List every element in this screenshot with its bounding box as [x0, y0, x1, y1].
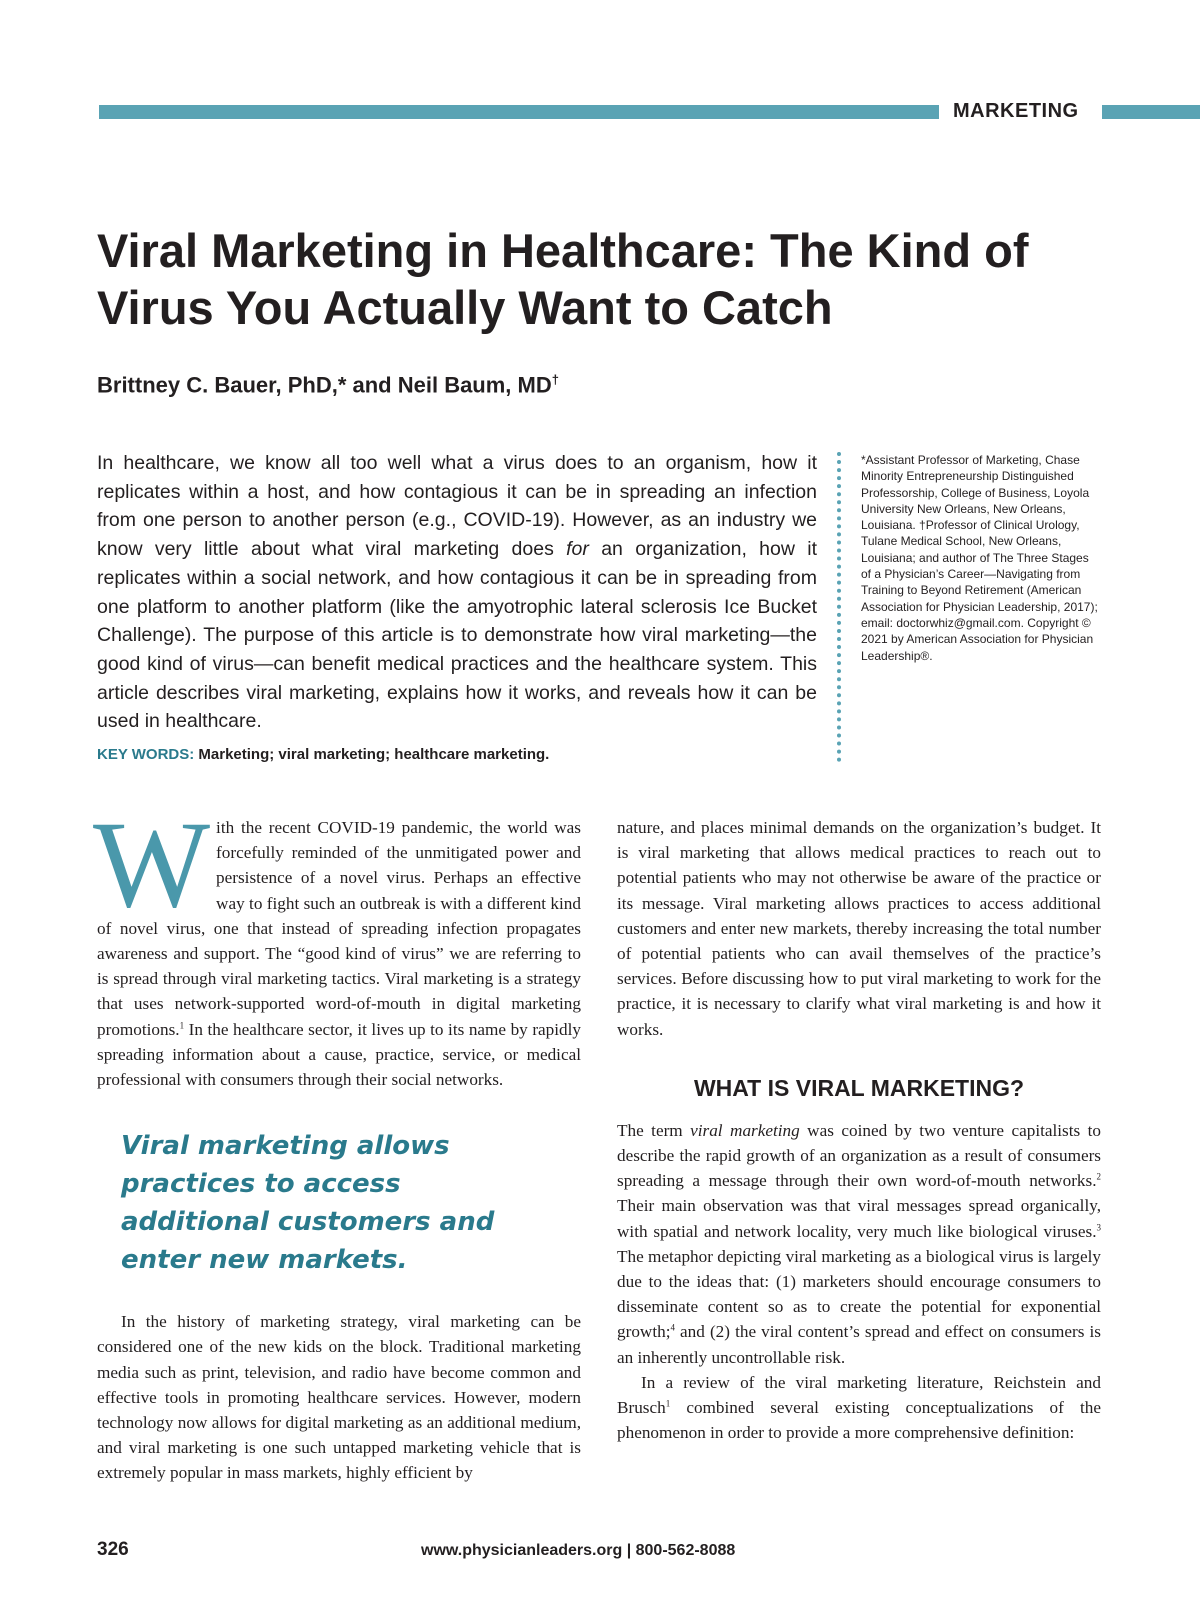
body-p4-text-e: and (2) the viral content’s spread and effect on consumers is an inherently uncontrollable risk. [617, 1322, 1101, 1367]
body-column-right [617, 815, 1101, 1445]
author-affiliation-note: *Assistant Professor of Marketing, Chase Minority Entrepreneurship Distinguished Professorship, College of Business, Loyola University New Orleans, New Orleans, Louisiana. †Professor of Clinical Urology, Tulane Medical School, New Orleans, Louisiana; and author of The Three Stages of a Physician’s Career—Navigating from Training to Beyond Retirement (American Association for Physician Leadership, 2017); email: doctorwhiz@gmail.com. Copyright © 2021 by American Association for Physician Leadership®. [861, 453, 1098, 663]
body-paragraph-5 [617, 1370, 1101, 1446]
abstract [97, 449, 817, 736]
body-paragraph-3: nature, and places minimal demands on the organization’s budget. It is viral marketing that allows medical practices to reach out to potential patients who may not otherwise be aware of the practice or its message. Viral marketing allows practices to access additional customers and enter new markets, thereby increasing the total number of potential patients who can avail themselves of the practice’s services. Before discussing how to put viral marketing to work for the practice, it is necessary to clarify what viral marketing is and how it works. [617, 818, 1101, 1039]
section-heading: WHAT IS VIRAL MARKETING? [693, 1074, 1025, 1101]
header-rule-left [99, 105, 939, 119]
body-paragraph-1 [93, 796, 581, 1092]
citation-ref: 1 [665, 1398, 671, 1409]
citation-ref: 1 [179, 1019, 185, 1030]
body-p5-text-a: In a review of the viral marketing literature, Reichstein and Brusch [617, 1372, 1101, 1418]
section-label: MARKETING [953, 100, 1079, 122]
citation-ref: 4 [670, 1322, 675, 1333]
author-line [97, 372, 559, 398]
dotted-divider [837, 452, 841, 762]
body-p1-text-b: In the healthcare sector, it lives up to its name by rapidly spreading information about a cause, practice, service, or medical professional with consumers through their social networks. [97, 1019, 581, 1090]
citation-ref: 2 [1096, 1171, 1101, 1182]
dagger-mark: † [551, 372, 559, 387]
keywords-label: KEY WORDS: [97, 746, 195, 763]
body-p4-text-b: was coined by two venture capitalists to describe the rapid growth of an organization as a result of consumers spreading a message through their own word-of-mouth networks. [617, 1120, 1102, 1191]
body-p5-text-b: combined several existing conceptualizations of the phenomenon in order to provide a more comprehensive definition: [617, 1398, 1101, 1443]
footer-contact: www.physicianleaders.org | 800-562-8088 [421, 1542, 736, 1559]
body-p4-text-c: Their main observation was that viral messages spread organically, with spatial and network locality, very much like biological viruses. [617, 1196, 1101, 1241]
keywords [97, 746, 549, 763]
abstract-italic-word: for [566, 538, 589, 561]
body-p4-text-a: The term [617, 1120, 691, 1140]
author-names: Brittney C. Bauer, PhD,* and Neil Baum, MD [97, 372, 552, 398]
body-p4-text-d: The metaphor depicting viral marketing as a biological virus is largely due to the ideas that: (1) marketers should encourage consumers to disseminate content so as to create the potential for exponential growth; [617, 1246, 1101, 1342]
abstract-part-2: an organization, how it replicates within a social network, and how contagious it can be in spreading from one platform to another platform (like the amyotrophic lateral sclerosis Ice Bucket Challenge). The purpose of this article is to demonstrate how viral marketing—the good kind of virus—can benefit medical practices and the healthcare system. This article describes viral marketing, explains how it works, and reveals how it can be used in healthcare. [97, 538, 817, 733]
abstract-part-1: In healthcare, we know all too well what a virus does to an organism, how it replicates within a host, and how contagious it can be in spreading an infection from one person to another person (e.g., COVID-19). However, as an industry we know very little about what viral marketing does [97, 452, 817, 561]
body-p4-italic: viral marketing [690, 1120, 800, 1140]
body-column-left [93, 796, 581, 1486]
drop-cap: W [93, 796, 211, 933]
article-title: Viral Marketing in Healthcare: The Kind of Virus You Actually Want to Catch [97, 224, 1029, 334]
body-p1-text-a: ith the recent COVID-19 pandemic, the world was forcefully reminded of the unmitigated power and persistence of a novel virus. Perhaps an effective way to fight such an outbreak is with a different kind of novel virus, one that instead of spreading infection propagates awareness and support. The “good kind of virus” we are referring to is spread through viral marketing tactics. Viral marketing is a strategy that uses network-supported word-of-mouth in digital marketing promotions. [97, 818, 581, 1039]
body-paragraph-2: In the history of marketing strategy, viral marketing can be considered one of the new kids on the block. Traditional marketing media such as print, television, and radio have become common and effective tools in promoting healthcare services. However, modern technology now allows for digital marketing as an additional medium, and viral marketing is one such untapped marketing vehicle that is extremely popular in mass markets, highly efficient by [97, 1312, 581, 1483]
body-paragraph-4 [617, 1118, 1101, 1370]
keywords-text: Marketing; viral marketing; healthcare marketing. [198, 746, 550, 763]
pull-quote: Viral marketing allows practices to access additional customers and enter new markets. [121, 1131, 495, 1276]
header-rule-right [1102, 105, 1200, 119]
citation-ref: 3 [1096, 1221, 1101, 1232]
page-number: 326 [97, 1539, 129, 1560]
